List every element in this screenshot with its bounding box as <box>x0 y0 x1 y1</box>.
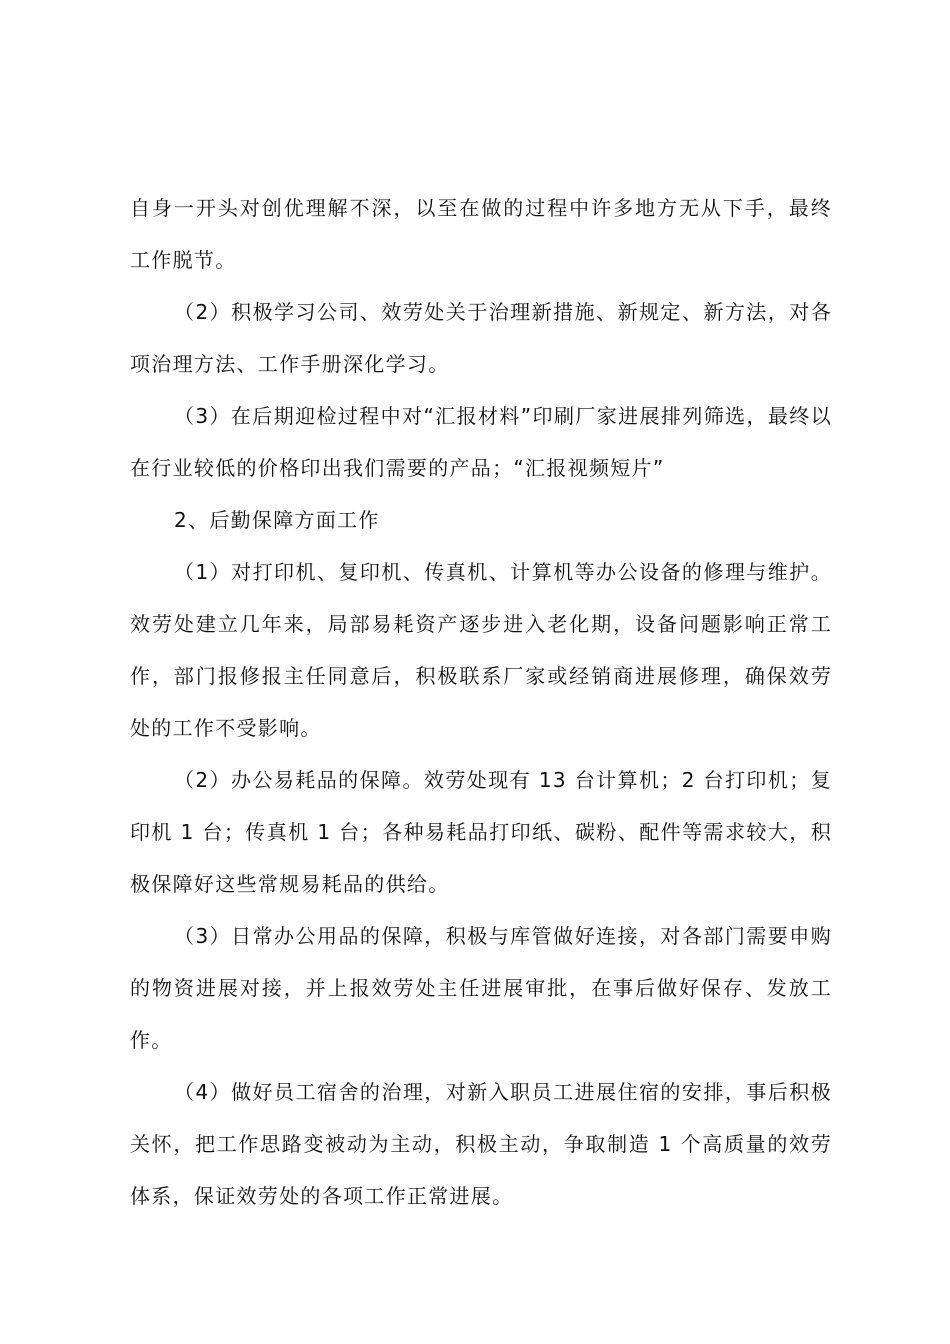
paragraph-inspection-item: （3）在后期迎检过程中对“汇报材料”印刷厂家进展排列筛选，最终以在行业较低的价格印出我们需要的产品；“汇报视频短片” <box>130 404 832 480</box>
paragraph-consumables: （2）办公易耗品的保障。效劳处现有 13 台计算机；2 台打印机；复印机 1 台；传真机 1 台；各种易耗品打印纸、碳粉、配件等需求较大，积极保障好这些常规易耗品的供给。 <box>130 768 832 896</box>
section-heading-logistics: 2、后勤保障方面工作 <box>174 508 380 532</box>
paragraph-continuation: 自身一开头对创优理解不深，以至在做的过程中许多地方无从下手，最终工作脱节。 <box>130 196 832 272</box>
document-body <box>130 182 832 1222</box>
paragraph-study-item: （2）积极学习公司、效劳处关于治理新措施、新规定、新方法，对各项治理方法、工作手册深化学习。 <box>130 300 832 376</box>
paragraph-dormitory: （4）做好员工宿舍的治理，对新入职员工进展住宿的安排，事后积极关怀，把工作思路变被动为主动，积极主动，争取制造 1 个高质量的效劳体系，保证效劳处的各项工作正常进展。 <box>130 1080 832 1208</box>
paragraph-office-supplies: （3）日常办公用品的保障，积极与库管做好连接，对各部门需要申购的物资进展对接，并上报效劳处主任进展审批，在事后做好保存、发放工作。 <box>130 924 832 1052</box>
paragraph-equipment-repair: （1）对打印机、复印机、传真机、计算机等办公设备的修理与维护。效劳处建立几年来，局部易耗资产逐步进入老化期，设备问题影响正常工作，部门报修报主任同意后，积极联系厂家或经销商进展修理，确保效劳处的工作不受影响。 <box>130 560 832 740</box>
